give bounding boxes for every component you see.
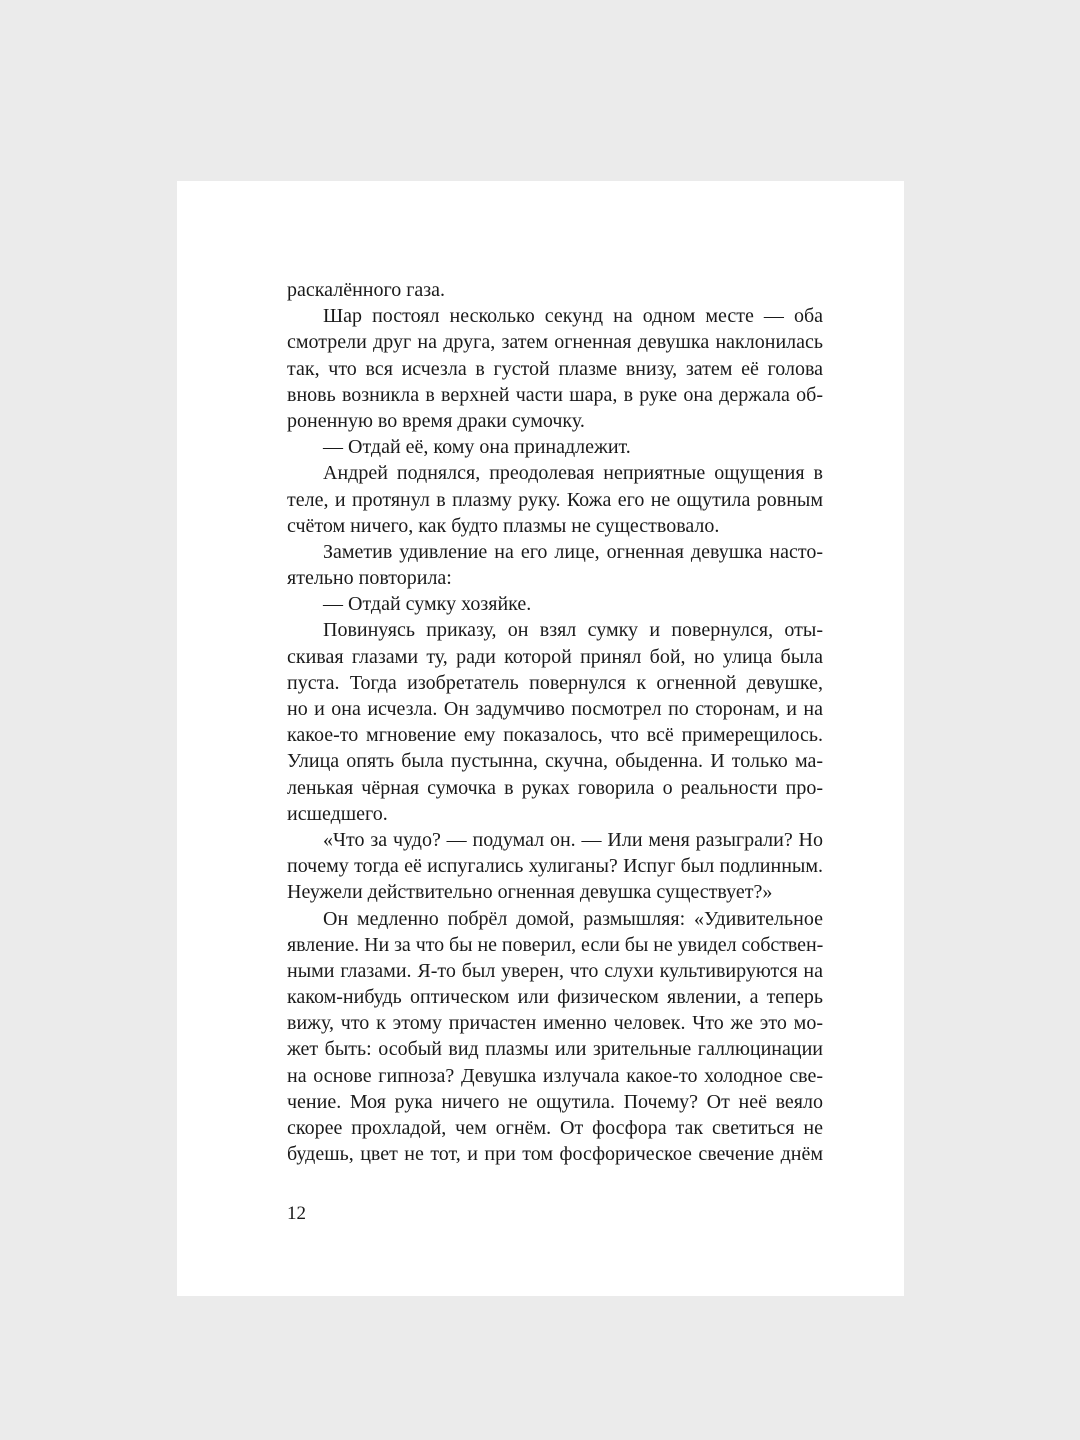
book-page	[177, 181, 904, 1296]
text-line: почему тогда её испугались хулиганы? Испуг был подлинным.	[287, 855, 823, 878]
text-line: какое-то мгновение ему показалось, что всё примерещилось.	[287, 724, 823, 747]
text-line: Андрей поднялся, преодолевая неприятные ощущения в	[323, 462, 823, 485]
text-line: явление. Ни за что бы не поверил, если бы не увидел собствен-	[287, 933, 824, 956]
text-line: скивая глазами ту, ради которой принял бой, но улица была	[287, 645, 823, 668]
text-line: скорее прохладой, чем огнём. От фосфора так светиться не	[287, 1117, 823, 1139]
text-line: так, что вся исчезла в густой плазме внизу, затем её голова	[287, 357, 823, 380]
text-line: каком-нибудь оптическом или физическом явлении, а теперь	[287, 986, 823, 1009]
text-line: Шар постоял несколько секунд на одном месте — оба	[323, 305, 823, 328]
text-line: — Отдай её, кому она принадлежит.	[323, 436, 631, 459]
text-line: смотрели друг на друга, затем огненная девушка наклонилась	[287, 331, 823, 354]
text-line: Неужели действительно огненная девушка существует?»	[287, 881, 773, 904]
text-line: вновь возникла в верхней части шара, в руке она держала об-	[287, 383, 823, 406]
text-line: Улица опять была пустынна, скучна, обыденна. И только ма-	[287, 750, 823, 773]
text-line: ятельно повторила:	[287, 567, 452, 590]
text-line: исшедшего.	[287, 802, 388, 825]
text-line: раскалённого газа.	[287, 279, 446, 301]
text-line: на основе гипноза? Девушка излучала какое-то холодное све-	[287, 1064, 823, 1087]
text-line: Он медленно побрёл домой, размышляя: «Удивительное	[323, 907, 823, 930]
text-line: ленькая чёрная сумочка в руках говорила о реальности про-	[287, 776, 823, 799]
text-line: счётом ничего, как будто плазмы не существовало.	[287, 514, 720, 537]
text-line: роненную во время драки сумочку.	[287, 409, 585, 432]
text-line: «Что за чудо? — подумал он. — Или меня разыграли? Но	[323, 828, 823, 851]
page-number: 12	[287, 1203, 306, 1224]
text-line: пуста. Тогда изобретатель повернулся к огненной девушке,	[287, 671, 823, 694]
text-line: будешь, цвет не тот, и при том фосфорическое свечение днём	[287, 1143, 823, 1166]
text-line: вижу, что к этому причастен именно человек. Что же это мо-	[287, 1012, 823, 1035]
text-line: — Отдай сумку хозяйке.	[323, 593, 532, 616]
body-text	[287, 277, 823, 1167]
text-line: Заметив удивление на его лице, огненная девушка насто-	[323, 540, 823, 563]
text-line: но и она исчезла. Он задумчиво посмотрел по сторонам, и на	[287, 698, 823, 720]
text-line: ными глазами. Я-то был уверен, что слухи культивируются на	[287, 959, 823, 982]
text-line: жет быть: особый вид плазмы или зрительные галлюцинации	[287, 1038, 823, 1061]
text-line: чение. Моя рука ничего не ощутила. Почему? От неё веяло	[287, 1090, 823, 1113]
text-line: теле, и протянул в плазму руку. Кожа его не ощутила ровным	[287, 488, 823, 511]
text-line: Повинуясь приказу, он взял сумку и повернулся, оты-	[323, 619, 823, 642]
